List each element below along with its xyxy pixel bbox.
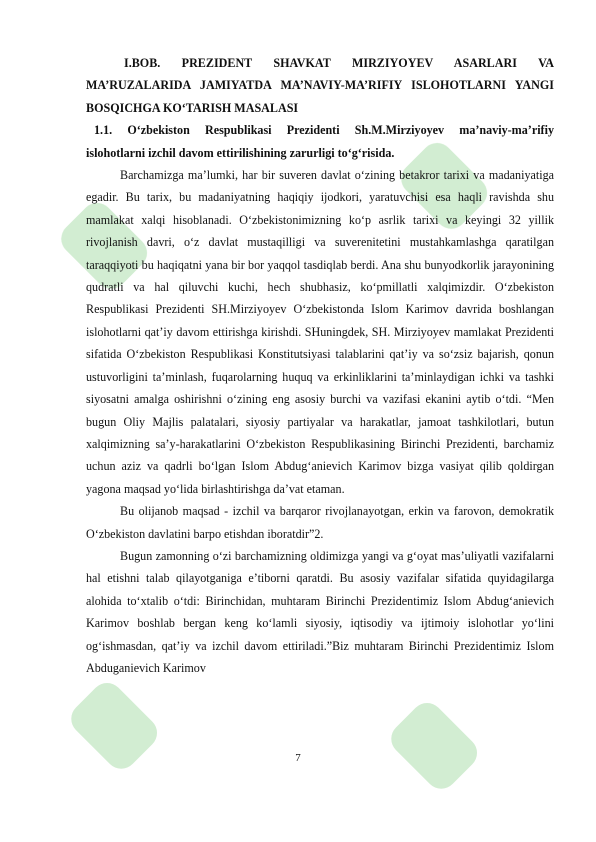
section-title: 1.1. O‘zbekiston Respublikasi Prezidenti Sh.M.Mirziyoyev ma’naviy-ma’rifiy islohotlarni izchil davom ettirilishining zarurligi to‘g‘risida. xyxy=(86,123,554,160)
paragraph: Bugun zamonning o‘zi barchamizning oldimizga yangi va g‘oyat mas’uliyatli vazifalarni hal etishni talab qilayotganiga e’tiborni qaratdi. Bu asosiy vazifalar sifatida quyidagilarga alohida to‘xtalib o‘tdi: Birinchidan, muhtaram Birinchi Prezidentimiz Islom Abdug‘anievich Karimov boshlab bergan keng ko‘lamli siyosiy, iqtisodiy va ijtimoiy islohotlar yo‘lini og‘ishmasdan, qat’iy va izchil davom ettiriladi.”Biz muhtaram Birinchi Prezidentimiz Islom Abduganievich Karimov xyxy=(86,548,554,675)
paragraph: Bu olijanob maqsad - izchil va barqaror rivojlanayotgan, erkin va farovon, demokratik O‘zbekiston davlatini barpo etishdan iboratdir”2. xyxy=(86,504,554,541)
chapter-title: I.BOB. PREZIDENT SHAVKAT MIRZIYOYEV ASARLARI VA MA’RUZALARIDA JAMIYATDA MA’NAVIY-MA’RIFIY ISLOHOTLARNI YANGI BOSQICHGA KO‘TARISH MASALASI xyxy=(86,56,554,115)
document-page xyxy=(86,52,554,679)
page-number: 7 xyxy=(295,752,301,764)
watermark-mark xyxy=(385,696,484,795)
paragraph: Barchamizga ma’lumki, har bir suveren davlat o‘zining betakror tarixi va madaniyatiga egadir. Bu tarix, bu madaniyatning haqiqiy ijodkori, yaratuvchisi esa haqli ravishda shu mamlakat xalqi hisoblanadi. O‘zbekistonimizning ko‘p asrlik tarixi va keyingi 32 yillik rivojlanish davri, o‘z davlat mustaqilligi va suverenitetini mustahkamlashga qaratilgan taraqqiyoti bu haqiqatni yana bir bor yaqqol tasdiqlab berdi. Ana shu bunyodkorlik jarayonining qudratli va hal qiluvchi kuchi, hech shubhasiz, ko‘pmillatli xalqimizdir. O‘zbekiston Respublikasi Prezidenti SH.Mirziyoyev O‘zbekistonda Islom Karimov davrida boshlangan islohotlarni qat’iy davom ettirishga kirishdi. SHuningdek, SH. Mirziyoyev mamlakat Prezidenti sifatida O‘zbekiston Respublikasi Konstitutsiyasi talablarini qat’iy va so‘zsiz bajarish, qonun ustuvorligini ta’minlash, fuqarolarning huquq va erkinliklarini ta’minlaydigan ichki va tashki siyosatni amalga oshirishni o‘zining eng asosiy burchi va vazifasi ekanini aytib o‘tdi. “Men bugun Oliy Majlis palatalari, siyosiy partiyalar va harakatlar, jamoat tashkilotlari, butun xalqimizning sa’y-harakatlarini O‘zbekiston Respublikasining Birinchi Prezidenti, barchamiz uchun aziz va qadrli bo‘lgan Islom Abdug‘anievich Karimov bizga vasiyat qilib qoldirgan yagona maqsad yo‘lida birlashtirishga da’vat etaman. xyxy=(86,168,554,496)
